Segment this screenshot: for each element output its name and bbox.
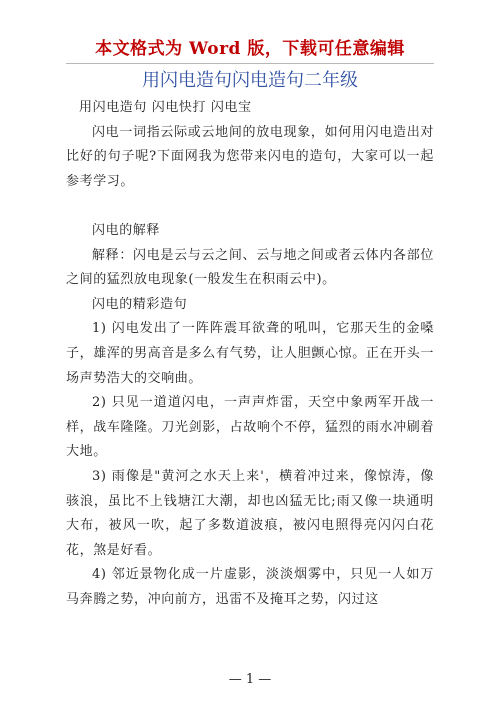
definition-paragraph: 解释：闪电是云与云之间、云与地之间或者云体内各部位之间的猛烈放电现象(一般发生在积雨云中)。 [66, 247, 434, 288]
example-sentence: 2) 只见一道道闪电，一声声炸雷，天空中象两军开战一样，战车隆隆。刀光剑影，占故响个不停，猛烈的雨水冲刷着大地。 [66, 395, 434, 460]
blank-line [66, 194, 434, 219]
document-title: 用闪电造句闪电造句二年级 [142, 70, 358, 91]
download-banner: 本文格式为 Word 版，下载可任意编辑 [95, 39, 405, 59]
example-sentence: 4) 邻近景物化成一片虚影，淡淡烟雾中，只见一人如万马奔腾之势，冲向前方，迅雷不及掩耳之势，闪过这 [66, 567, 434, 607]
document-body [66, 96, 434, 612]
section-heading-definition: 闪电的解释 [92, 222, 161, 238]
example-sentence: 1) 闪电发出了一阵阵震耳欲聋的吼叫，它那天生的金嗓子，雄浑的男高音是多么有气势，让人胆颤心惊。正在开头一场声势浩大的交响曲。 [66, 321, 434, 386]
page-number: — 1 — [228, 672, 272, 687]
keywords-line: 用闪电造句 闪电快打 闪电宝 [79, 100, 252, 115]
section-heading-sentences: 闪电的精彩造句 [92, 296, 188, 312]
header-divider [66, 63, 434, 64]
example-sentence: 3) 雨像是"黄河之水天上来'，横着冲过来，像惊涛，像骇浪，虽比不上钱塘江大潮，却也凶猛无比;雨又像一块通明大布，被风一吹，起了多数道波痕，被闪电照得亮闪闪白花花，煞是好看。 [66, 468, 434, 558]
intro-paragraph: 闪电一词指云际或云地间的放电现象，如何用闪电造出对比好的句子呢?下面网我为您带来闪电的造句，大家可以一起参考学习。 [66, 124, 434, 189]
